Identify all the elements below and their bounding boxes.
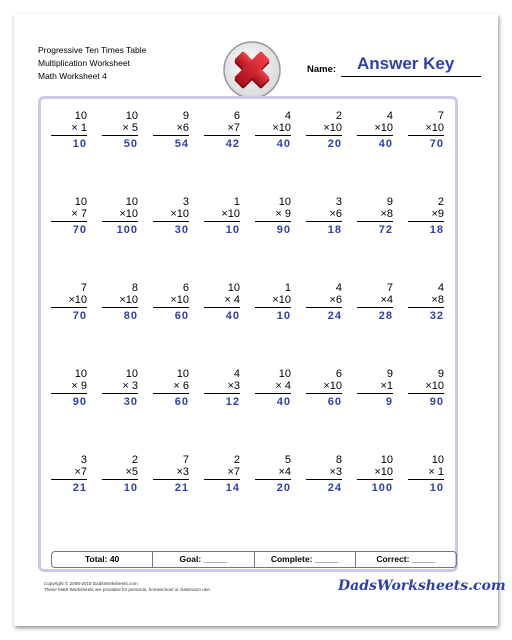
problem-top-number: 10	[125, 368, 138, 380]
problem-answer: 24	[327, 482, 342, 494]
problem-cell	[150, 368, 201, 454]
problem	[102, 454, 138, 495]
problem-top-number: 9	[386, 196, 393, 208]
problem	[306, 282, 342, 323]
footer-text	[44, 581, 211, 593]
problem-cell	[354, 368, 405, 454]
problem-top-number: 10	[125, 196, 138, 208]
problem-cell	[48, 196, 99, 282]
problem-answer: 60	[327, 396, 342, 408]
problem	[204, 282, 240, 323]
problem-cell	[405, 110, 456, 196]
problem-top-number: 10	[74, 368, 87, 380]
problem	[51, 368, 87, 409]
problem-answer: 80	[123, 310, 138, 322]
problem	[153, 454, 189, 495]
problem-multiplier: ×10	[102, 294, 138, 308]
problem	[357, 196, 393, 237]
problem-cell	[99, 110, 150, 196]
problem	[408, 368, 444, 409]
problem	[408, 282, 444, 323]
problem-multiplier: × 7	[51, 208, 87, 222]
problem-multiplier: ×5	[102, 466, 138, 480]
problem-top-number: 3	[80, 454, 87, 466]
problem-cell	[354, 110, 405, 196]
problem-cell	[201, 454, 252, 540]
problem-top-number: 4	[284, 110, 291, 122]
problem-top-number: 1	[233, 196, 240, 208]
problem-answer: 90	[72, 396, 87, 408]
problem-multiplier: ×7	[51, 466, 87, 480]
problem-top-number: 10	[74, 196, 87, 208]
problem-multiplier: ×6	[306, 294, 342, 308]
problem-answer: 10	[429, 482, 444, 494]
problem-answer: 40	[378, 138, 393, 150]
problem-top-number: 4	[386, 110, 393, 122]
problem-cell	[303, 368, 354, 454]
problem-answer: 100	[116, 224, 138, 236]
problem	[357, 110, 393, 151]
problem	[255, 368, 291, 409]
problem	[102, 110, 138, 151]
problem-answer: 14	[225, 482, 240, 494]
problem-multiplier: ×10	[204, 208, 240, 222]
problem-multiplier: ×4	[357, 294, 393, 308]
problem-cell	[201, 282, 252, 368]
problem-cell	[48, 282, 99, 368]
problem-multiplier: × 9	[51, 380, 87, 394]
stat-total: Total: 40	[84, 554, 120, 564]
problem-multiplier: ×10	[408, 380, 444, 394]
problem-answer: 18	[327, 224, 342, 236]
problem-top-number: 2	[335, 110, 342, 122]
problem	[408, 454, 444, 495]
problem	[51, 110, 87, 151]
problem-cell	[405, 196, 456, 282]
problem-multiplier: ×6	[306, 208, 342, 222]
problem-multiplier: × 1	[408, 466, 444, 480]
problem-top-number: 5	[284, 454, 291, 466]
problem-cell	[201, 368, 252, 454]
problem-answer: 20	[276, 482, 291, 494]
problem-cell	[405, 282, 456, 368]
problem	[357, 454, 393, 495]
problem-answer: 72	[378, 224, 393, 236]
worksheet-title	[38, 44, 146, 83]
problem-cell	[99, 368, 150, 454]
problem-answer: 10	[72, 138, 87, 150]
problem	[306, 110, 342, 151]
problem-answer: 90	[429, 396, 444, 408]
problem	[255, 196, 291, 237]
problem-multiplier: × 6	[153, 380, 189, 394]
problem-answer: 9	[385, 396, 393, 408]
problem-answer: 24	[327, 310, 342, 322]
problem	[102, 368, 138, 409]
problem-answer: 28	[378, 310, 393, 322]
problem-multiplier: ×3	[204, 380, 240, 394]
problem-top-number: 9	[386, 368, 393, 380]
problem-cell	[48, 110, 99, 196]
problem-multiplier: ×6	[153, 122, 189, 136]
title-line-3: Math Worksheet 4	[38, 71, 107, 81]
problem-multiplier: × 4	[255, 380, 291, 394]
stats-bar	[51, 551, 457, 568]
stat-goal[interactable]: Goal: _____	[152, 552, 253, 567]
problem-cell	[252, 110, 303, 196]
problem-cell	[99, 454, 150, 540]
name-line[interactable]	[341, 76, 481, 77]
problem-top-number: 10	[125, 110, 138, 122]
problem-answer: 50	[123, 138, 138, 150]
problem-cell	[354, 282, 405, 368]
problem-top-number: 10	[431, 454, 444, 466]
problem	[153, 110, 189, 151]
problem-cell	[150, 454, 201, 540]
problem-cell	[252, 282, 303, 368]
problem-answer: 10	[276, 310, 291, 322]
name-row	[307, 54, 485, 78]
problem-multiplier: ×10	[255, 122, 291, 136]
problem	[51, 282, 87, 323]
problem	[408, 196, 444, 237]
problem-multiplier: ×10	[255, 294, 291, 308]
problem-cell	[303, 196, 354, 282]
problem-multiplier: ×10	[102, 208, 138, 222]
red-x-logo-icon	[222, 40, 282, 100]
problem-multiplier: ×3	[153, 466, 189, 480]
title-line-2: Multiplication Worksheet	[38, 58, 130, 68]
problem-answer: 40	[225, 310, 240, 322]
problem-cell	[150, 196, 201, 282]
problem-multiplier: ×10	[357, 122, 393, 136]
problem-multiplier: ×10	[153, 208, 189, 222]
problem-answer: 30	[123, 396, 138, 408]
problem-top-number: 7	[182, 454, 189, 466]
problem-top-number: 8	[335, 454, 342, 466]
problem-multiplier: ×10	[357, 466, 393, 480]
problem-multiplier: ×10	[153, 294, 189, 308]
problem-answer: 10	[225, 224, 240, 236]
problem	[306, 368, 342, 409]
problem-top-number: 3	[182, 196, 189, 208]
problem-top-number: 4	[233, 368, 240, 380]
problem-multiplier: ×8	[357, 208, 393, 222]
problem-answer: 21	[174, 482, 189, 494]
problem-top-number: 4	[437, 282, 444, 294]
problem-cell	[303, 282, 354, 368]
problem-multiplier: ×3	[306, 466, 342, 480]
problem-multiplier: ×10	[51, 294, 87, 308]
problem	[153, 368, 189, 409]
problem-top-number: 10	[74, 110, 87, 122]
problem	[153, 282, 189, 323]
problem	[204, 368, 240, 409]
problem-answer: 90	[276, 224, 291, 236]
problem-cell	[48, 368, 99, 454]
problem-top-number: 10	[176, 368, 189, 380]
problem	[306, 196, 342, 237]
problem-answer: 18	[429, 224, 444, 236]
problem-top-number: 4	[335, 282, 342, 294]
problem-cell	[303, 454, 354, 540]
problem-answer: 21	[72, 482, 87, 494]
problem	[306, 454, 342, 495]
problem-top-number: 10	[278, 196, 291, 208]
problem	[255, 282, 291, 323]
problem-answer: 54	[174, 138, 189, 150]
problem-cell	[252, 196, 303, 282]
problem	[153, 196, 189, 237]
problem-cell	[405, 368, 456, 454]
problem-answer: 20	[327, 138, 342, 150]
problem-multiplier: ×7	[204, 466, 240, 480]
problem	[102, 196, 138, 237]
problem-multiplier: × 4	[204, 294, 240, 308]
problem-multiplier: ×10	[306, 122, 342, 136]
problem-cell	[252, 454, 303, 540]
problem-answer: 32	[429, 310, 444, 322]
problem-top-number: 7	[437, 110, 444, 122]
problem	[51, 196, 87, 237]
problem-top-number: 6	[182, 282, 189, 294]
problem	[204, 454, 240, 495]
problem-top-number: 7	[386, 282, 393, 294]
problem	[255, 454, 291, 495]
problem	[204, 196, 240, 237]
problem	[408, 110, 444, 151]
problem-multiplier: ×7	[204, 122, 240, 136]
problem-top-number: 10	[227, 282, 240, 294]
brand-logo-text: DadsWorksheets.com	[338, 578, 506, 594]
problem-cell	[99, 282, 150, 368]
problem-multiplier: ×10	[408, 122, 444, 136]
problem-answer: 42	[225, 138, 240, 150]
problem-top-number: 8	[131, 282, 138, 294]
problem-answer: 40	[276, 396, 291, 408]
problem-multiplier: × 1	[51, 122, 87, 136]
problem-cell	[48, 454, 99, 540]
problem-top-number: 2	[233, 454, 240, 466]
problem-answer: 12	[225, 396, 240, 408]
problem-cell	[354, 454, 405, 540]
problem-multiplier: ×8	[408, 294, 444, 308]
problem-top-number: 6	[335, 368, 342, 380]
problem-answer: 30	[174, 224, 189, 236]
problem	[102, 282, 138, 323]
usage-notice: These Math Worksheets are provided for personal, homeschool or classroom use.	[44, 587, 211, 592]
stat-correct[interactable]: Correct: _____	[355, 552, 456, 567]
problem-grid	[48, 110, 456, 540]
problem-top-number: 3	[335, 196, 342, 208]
title-line-1: Progressive Ten Times Table	[38, 45, 147, 55]
problem-top-number: 7	[80, 282, 87, 294]
problem-multiplier: × 9	[255, 208, 291, 222]
problem-top-number: 2	[131, 454, 138, 466]
name-label: Name:	[307, 64, 337, 75]
problem-multiplier: ×10	[306, 380, 342, 394]
problem-cell	[354, 196, 405, 282]
problem-multiplier: × 3	[102, 380, 138, 394]
problem-top-number: 1	[284, 282, 291, 294]
problem-multiplier: ×4	[255, 466, 291, 480]
problem-top-number: 9	[182, 110, 189, 122]
problem-top-number: 10	[380, 454, 393, 466]
problem-answer: 60	[174, 396, 189, 408]
problem-answer: 100	[371, 482, 393, 494]
problem-answer: 70	[429, 138, 444, 150]
problem	[255, 110, 291, 151]
problem-multiplier: × 5	[102, 122, 138, 136]
problem-cell	[201, 110, 252, 196]
problem	[357, 368, 393, 409]
problem-answer: 40	[276, 138, 291, 150]
problem-answer: 70	[72, 310, 87, 322]
problem-top-number: 6	[233, 110, 240, 122]
problem-multiplier: ×1	[357, 380, 393, 394]
problem-top-number: 9	[437, 368, 444, 380]
problem	[357, 282, 393, 323]
problem-cell	[150, 282, 201, 368]
problem-top-number: 2	[437, 196, 444, 208]
problem-answer: 60	[174, 310, 189, 322]
problem-cell	[201, 196, 252, 282]
copyright-text: Copyright © 2008-2018 DadsWorksheets.com	[44, 581, 138, 586]
problem-multiplier: ×9	[408, 208, 444, 222]
problem-top-number: 10	[278, 368, 291, 380]
problem-cell	[150, 110, 201, 196]
problem	[51, 454, 87, 495]
problem-cell	[405, 454, 456, 540]
problem-cell	[99, 196, 150, 282]
problem	[204, 110, 240, 151]
problem-cell	[252, 368, 303, 454]
problem-cell	[303, 110, 354, 196]
problem-answer: 70	[72, 224, 87, 236]
problem-answer: 10	[123, 482, 138, 494]
answer-key-text: Answer Key	[357, 54, 455, 73]
stat-complete[interactable]: Complete: _____	[254, 552, 355, 567]
